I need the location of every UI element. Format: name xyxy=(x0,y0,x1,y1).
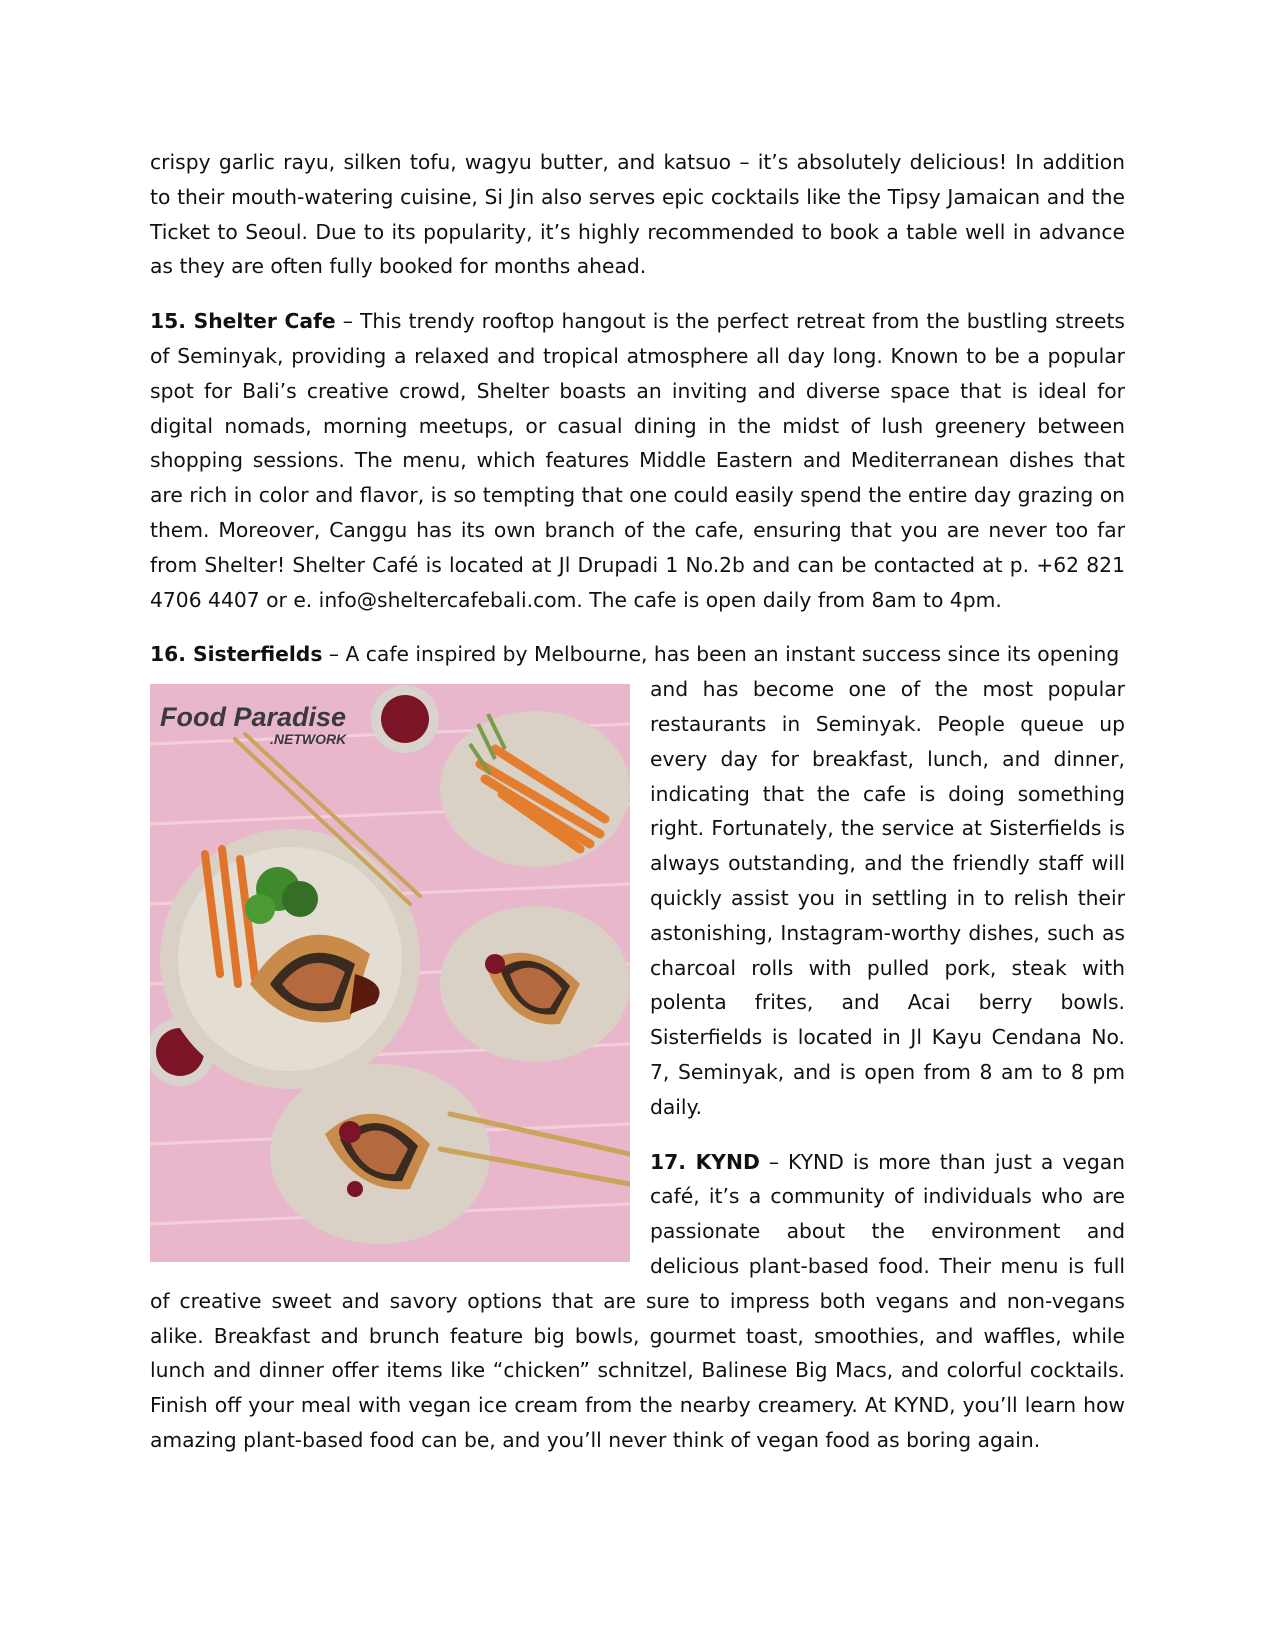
photo-logo-title: Food Paradise xyxy=(160,702,347,733)
section-body: – A cafe inspired by Melbourne, has been an instant success since its opening xyxy=(322,642,1120,667)
section-heading: 15. Shelter Cafe xyxy=(150,309,336,334)
section-sisterfields-intro xyxy=(150,637,1125,672)
section-heading: 17. KYND xyxy=(650,1149,760,1174)
intro-paragraph: crispy garlic rayu, silken tofu, wagyu butter, and katsuo – it’s absolutely delicious! In addition to their mouth-watering cuisine, Si Jin also serves epic cocktails like the Tipsy Jamaican and the Ticket to Seoul. Due to its popularity, it’s highly recommended to book a table well in advance as they are often fully booked for months ahead. xyxy=(150,150,1125,279)
document-page xyxy=(150,145,1125,1478)
section-shelter-cafe xyxy=(150,304,1125,617)
food-photo xyxy=(150,684,630,1262)
section-sisterfields-body: and has become one of the most popular restaurants in Seminyak. People queue up every day for breakfast, lunch, and dinner, indicating that the cafe is doing something right. Fortunately, the service at Sisterfields is always outstanding, and the friendly staff will quickly assist you in settling in to relish their astonishing, Instagram-worthy dishes, such as charcoal rolls with pulled pork, steak with polenta frites, and Acai berry bowls. Sisterfields is located in Jl Kayu Cendana No. 7, Seminyak, and is open from 8 am to 8 pm daily. xyxy=(650,677,1125,1119)
section-heading: 16. Sisterfields xyxy=(150,642,323,667)
food-photo-illustration xyxy=(150,684,630,1262)
section-body: – KYND is more than just a vegan café, it’s a community of individuals who are passionate about the environment and delicious plant-based food. Their menu is full of creative sweet and savory options that are sure to impress both vegans and non-vegans alike. Breakfast and brunch feature big bowls, gourmet toast, smoothies, and waffles, while lunch and dinner offer items like “chicken” schnitzel, Balinese Big Macs, and colorful cocktails. Finish off your meal with vegan ice cream from the nearby creamery. At KYND, you’ll learn how amazing plant-based food can be, and you’ll never think of vegan food as boring again. xyxy=(150,1149,1125,1452)
photo-logo-sub: .NETWORK xyxy=(270,731,347,748)
section-body: – This trendy rooftop hangout is the perfect retreat from the bustling streets of Seminyak, providing a relaxed and tropical atmosphere all day long. Known to be a popular spot for Bali’s creative crowd, Shelter boasts an inviting and diverse space that is ideal for digital nomads, morning meetups, or casual dining in the midst of lush greenery between shopping sessions. The menu, which features Middle Eastern and Mediterranean dishes that are rich in color and flavor, is so tempting that one could easily spend the entire day grazing on them. Moreover, Canggu has its own branch of the cafe, ensuring that you are never too far from Shelter! Shelter Café is located at Jl Drupadi 1 No.2b and can be contacted at p. +62 821 4706 4407 or e. info@sheltercafebali.com. The cafe is open daily from 8am to 4pm. xyxy=(150,309,1125,612)
